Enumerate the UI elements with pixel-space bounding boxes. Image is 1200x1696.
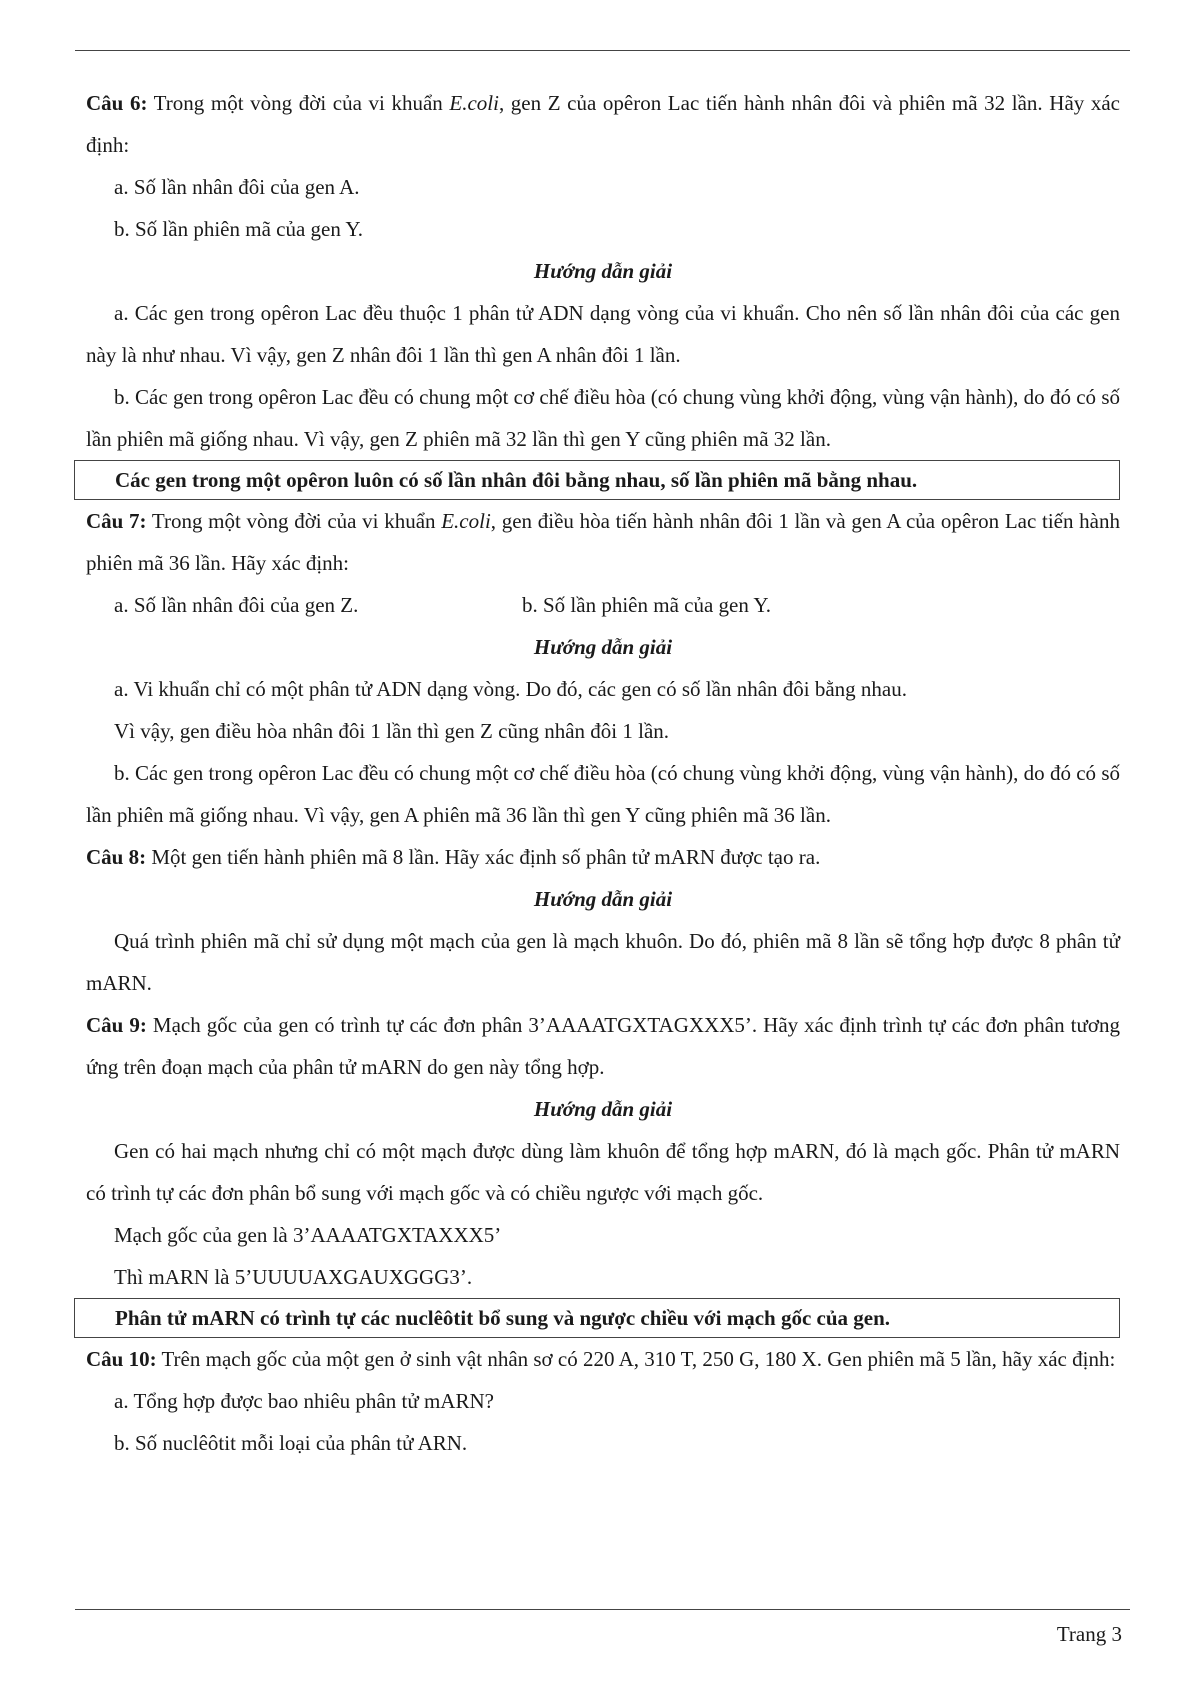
answer-a: a. Vi khuẩn chỉ có một phân tử ADN dạng vòng. Do đó, các gen có số lần nhân đôi bằng nhau. [114, 677, 907, 701]
question-label: Câu 9: [86, 1013, 147, 1037]
page-content [86, 82, 1120, 1464]
sub-question-b: b. Số nuclêôtit mỗi loại của phân tử ARN. [114, 1431, 468, 1455]
question-10 [86, 1338, 1120, 1380]
question-label: Câu 7: [86, 509, 147, 533]
question-label: Câu 6: [86, 91, 148, 115]
sub-questions-row [86, 584, 1120, 626]
question-text: Trong một vòng đời của vi khuẩn [146, 509, 442, 533]
question-8 [86, 836, 1120, 878]
sub-question-a: a. Số lần nhân đôi của gen A. [114, 175, 360, 199]
answer-mrna: Thì mARN là 5’UUUUAXGAUXGGG3’. [114, 1265, 473, 1289]
answer-b: b. Các gen trong opêron Lac đều có chung một cơ chế điều hòa (có chung vùng khởi động, vùng vận hành), do đó có số lần phiên mã giống nhau. Vì vậy, gen A phiên mã 36 lần thì gen Y cũng phiên mã 36 lần. [86, 761, 1120, 827]
page-number: Trang 3 [1056, 1622, 1122, 1646]
solution-heading: Hướng dẫn giải [533, 635, 673, 659]
question-6 [86, 82, 1120, 166]
answer: Gen có hai mạch nhưng chỉ có một mạch được dùng làm khuôn để tổng hợp mARN, đó là mạch gốc. Phân tử mARN có trình tự các đơn phân bổ sung với mạch gốc và có chiều ngược với mạch gốc. [86, 1139, 1120, 1205]
question-text: , gen Z của opêron Lac tiến hành nhân đôi và phiên mã 32 lần. Hãy xác định: [86, 91, 1121, 157]
organism-name: E.coli [441, 509, 491, 533]
question-text: Một gen tiến hành phiên mã 8 lần. Hãy xác định số phân tử mARN được tạo ra. [146, 845, 821, 869]
sub-question-b: b. Số lần phiên mã của gen Y. [114, 217, 364, 241]
question-9 [86, 1004, 1120, 1088]
question-text: Trên mạch gốc của một gen ở sinh vật nhân sơ có 220 A, 310 T, 250 G, 180 X. Gen phiên mã 5 lần, hãy xác định: [156, 1347, 1116, 1371]
sub-question-b: b. Số lần phiên mã của gen Y. [522, 593, 772, 617]
sub-question-a: a. Tổng hợp được bao nhiêu phân tử mARN? [114, 1389, 494, 1413]
solution-heading: Hướng dẫn giải [533, 259, 673, 283]
solution-heading: Hướng dẫn giải [533, 887, 673, 911]
solution-heading: Hướng dẫn giải [533, 1097, 673, 1121]
answer-b: b. Các gen trong opêron Lac đều có chung một cơ chế điều hòa (có chung vùng khởi động, vùng vận hành), do đó có số lần phiên mã giống nhau. Vì vậy, gen Z phiên mã 32 lần thì gen Y cũng phiên mã 32 lần. [86, 385, 1120, 451]
question-text: , gen điều hòa tiến hành nhân đôi 1 lần và gen A của opêron Lac tiến hành phiên mã 36 lần. Hãy xác định: [86, 509, 1121, 575]
question-text: Mạch gốc của gen có trình tự các đơn phân 3’AAAATGXTAGXXX5’. Hãy xác định trình tự các đơn phân tương ứng trên đoạn mạch của phân tử mARN do gen này tổng hợp. [86, 1013, 1120, 1079]
question-label: Câu 10: [86, 1347, 157, 1371]
sub-question-a: a. Số lần nhân đôi của gen Z. [114, 593, 359, 617]
header-rule [75, 50, 1130, 51]
question-7 [86, 500, 1120, 584]
organism-name: E.coli [449, 91, 499, 115]
answer: Quá trình phiên mã chỉ sử dụng một mạch của gen là mạch khuôn. Do đó, phiên mã 8 lần sẽ tổng hợp được 8 phân tử mARN. [86, 929, 1120, 995]
question-text: Trong một vòng đời của vi khuẩn [147, 91, 450, 115]
question-label: Câu 8: [86, 845, 147, 869]
answer-a: a. Các gen trong opêron Lac đều thuộc 1 phân tử ADN dạng vòng của vi khuẩn. Cho nên số lần nhân đôi của các gen này là như nhau. Vì vậy, gen Z nhân đôi 1 lần thì gen A nhân đôi 1 lần. [86, 301, 1120, 367]
note-box: Các gen trong một opêron luôn có số lần nhân đôi bằng nhau, số lần phiên mã bằng nhau. [74, 460, 1120, 500]
note-box: Phân tử mARN có trình tự các nuclêôtit bổ sung và ngược chiều với mạch gốc của gen. [74, 1298, 1120, 1338]
answer-template-strand: Mạch gốc của gen là 3’AAAATGXTAXXX5’ [114, 1223, 502, 1247]
answer-a-cont: Vì vậy, gen điều hòa nhân đôi 1 lần thì gen Z cũng nhân đôi 1 lần. [114, 719, 670, 743]
footer-rule [75, 1609, 1130, 1610]
